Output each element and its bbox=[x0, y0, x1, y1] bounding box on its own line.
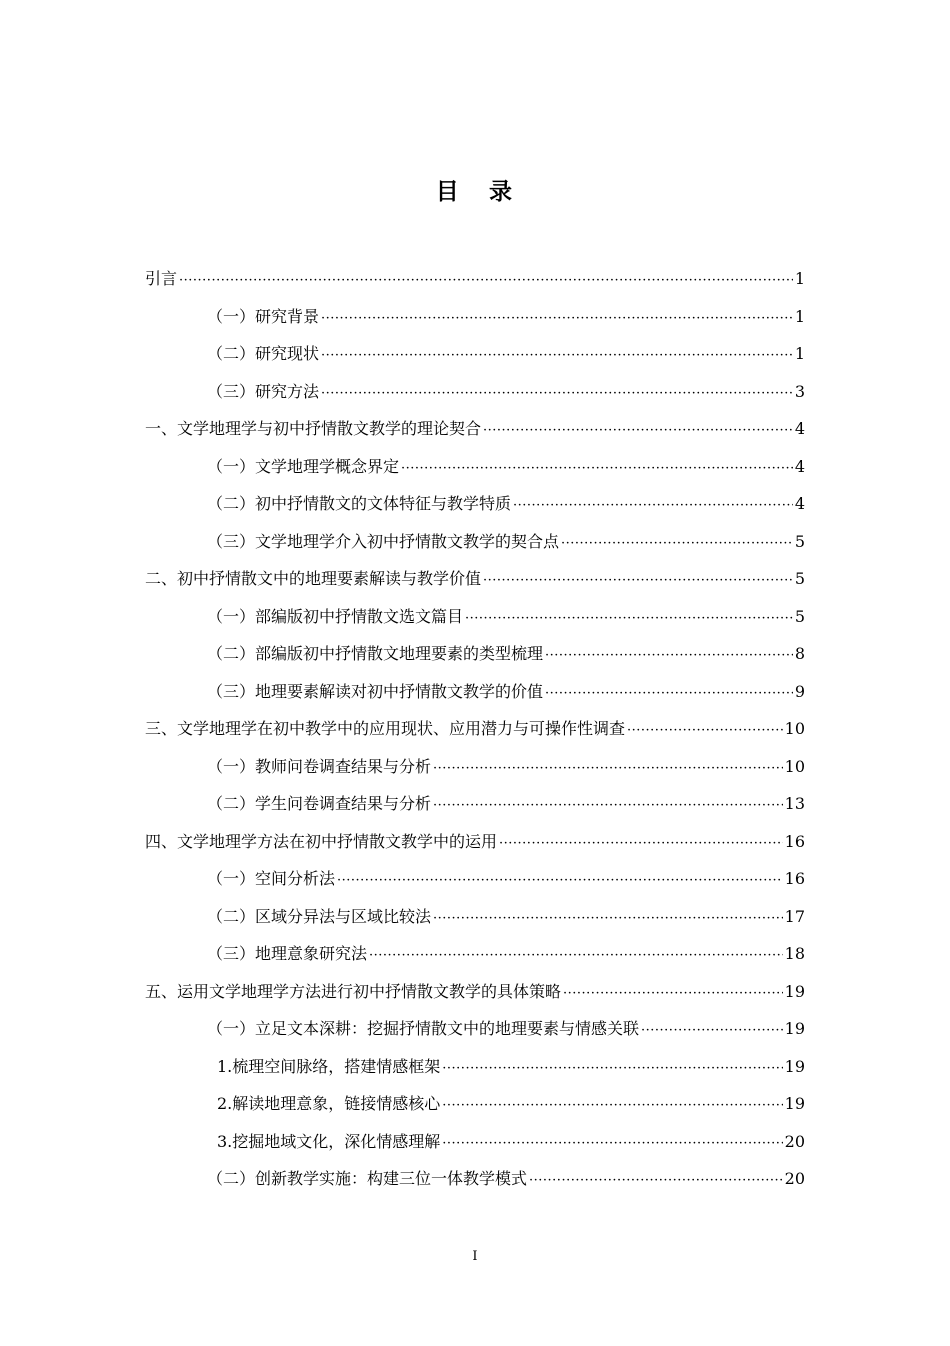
toc-entry-label: （二）创新教学实施：构建三位一体教学模式 bbox=[207, 1169, 528, 1188]
dot-leader bbox=[483, 566, 793, 596]
toc-entry-label: （一）空间分析法 bbox=[207, 869, 336, 888]
toc-entry-page: 5 bbox=[794, 569, 805, 588]
toc-entry[interactable] bbox=[145, 1089, 805, 1127]
toc-entry-page: 19 bbox=[784, 1019, 805, 1038]
toc-entry[interactable] bbox=[145, 1052, 805, 1090]
toc-entry-label: 3.挖掘地域文化，深化情感理解 bbox=[217, 1131, 441, 1151]
toc-entry-page: 16 bbox=[784, 869, 805, 888]
title-char-1: 目 bbox=[435, 179, 461, 205]
toc-entry-page: 19 bbox=[784, 981, 805, 1001]
toc-entry[interactable] bbox=[145, 264, 805, 302]
dot-leader bbox=[442, 1129, 782, 1159]
toc-entry[interactable] bbox=[145, 677, 805, 715]
toc-entry[interactable] bbox=[145, 602, 805, 640]
toc-entry[interactable] bbox=[145, 1014, 805, 1052]
toc-entry-page: 1 bbox=[794, 269, 805, 288]
toc-entry-label: 1.梳理空间脉络，搭建情感框架 bbox=[217, 1056, 441, 1076]
toc-entry[interactable] bbox=[145, 714, 805, 752]
toc-entry[interactable] bbox=[145, 902, 805, 940]
toc-entry-label: （二）学生问卷调查结果与分析 bbox=[207, 794, 432, 813]
title-char-2: 录 bbox=[489, 179, 515, 205]
page-number: I bbox=[472, 1249, 478, 1264]
dot-leader bbox=[179, 266, 793, 296]
toc-entry[interactable] bbox=[145, 1127, 805, 1165]
dot-leader bbox=[433, 904, 783, 934]
dot-leader bbox=[513, 491, 793, 521]
toc-entry-page: 20 bbox=[784, 1169, 805, 1188]
toc-entry-label: 三、文学地理学在初中教学中的应用现状、应用潜力与可操作性调查 bbox=[145, 719, 626, 738]
toc-entry-label: （二）区域分异法与区域比较法 bbox=[207, 906, 432, 926]
dot-leader bbox=[545, 679, 793, 709]
toc-entry-label: 四、文学地理学方法在初中抒情散文教学中的运用 bbox=[145, 831, 498, 851]
dot-leader bbox=[337, 866, 783, 896]
toc-entry-label: 2.解读地理意象，链接情感核心 bbox=[217, 1094, 441, 1113]
toc-entry-page: 18 bbox=[784, 944, 805, 963]
toc-entry-page: 3 bbox=[794, 381, 805, 401]
dot-leader bbox=[321, 341, 793, 371]
dot-leader bbox=[401, 454, 793, 484]
toc-entry-label: （三）地理要素解读对初中抒情散文教学的价值 bbox=[207, 681, 544, 701]
toc-entry[interactable] bbox=[145, 564, 805, 602]
dot-leader bbox=[442, 1054, 782, 1084]
dot-leader bbox=[465, 604, 793, 634]
toc-entry-page: 8 bbox=[794, 644, 805, 663]
toc-entry-page: 17 bbox=[784, 906, 805, 926]
toc-entry-label: （一）文学地理学概念界定 bbox=[207, 456, 400, 476]
toc-entry[interactable] bbox=[145, 339, 805, 377]
dot-leader bbox=[433, 791, 783, 821]
dot-leader bbox=[563, 979, 783, 1009]
dot-leader bbox=[561, 529, 793, 559]
toc-entry-page: 19 bbox=[784, 1094, 805, 1113]
toc-entry-label: （三）地理意象研究法 bbox=[207, 944, 368, 963]
dot-leader bbox=[499, 829, 783, 859]
toc-entry-page: 5 bbox=[794, 531, 805, 551]
toc-entry[interactable] bbox=[145, 864, 805, 902]
toc-entry-page: 16 bbox=[784, 831, 805, 851]
toc-entry-label: （二）研究现状 bbox=[207, 344, 320, 363]
dot-leader bbox=[483, 416, 793, 446]
page-title bbox=[0, 173, 950, 206]
dot-leader bbox=[641, 1016, 783, 1046]
toc-entry-page: 9 bbox=[794, 681, 805, 701]
dot-leader bbox=[369, 941, 783, 971]
table-of-contents bbox=[145, 264, 805, 1202]
toc-entry[interactable] bbox=[145, 1164, 805, 1202]
toc-entry-page: 5 bbox=[794, 606, 805, 626]
toc-entry-label: （三）研究方法 bbox=[207, 381, 320, 401]
toc-entry-label: 一、文学地理学与初中抒情散文教学的理论契合 bbox=[145, 419, 482, 438]
toc-entry[interactable] bbox=[145, 414, 805, 452]
toc-entry-label: （一）教师问卷调查结果与分析 bbox=[207, 756, 432, 776]
toc-entry[interactable] bbox=[145, 977, 805, 1015]
toc-entry-label: （三）文学地理学介入初中抒情散文教学的契合点 bbox=[207, 531, 560, 551]
toc-entry-page: 10 bbox=[784, 756, 805, 776]
toc-entry-page: 1 bbox=[794, 306, 805, 326]
dot-leader bbox=[529, 1166, 783, 1196]
toc-entry-label: （二）部编版初中抒情散文地理要素的类型梳理 bbox=[207, 644, 544, 663]
toc-entry-label: （一）部编版初中抒情散文选文篇目 bbox=[207, 606, 464, 626]
toc-entry-page: 20 bbox=[784, 1131, 805, 1151]
toc-entry-label: （二）初中抒情散文的文体特征与教学特质 bbox=[207, 494, 512, 513]
toc-entry-page: 1 bbox=[794, 344, 805, 363]
toc-entry[interactable] bbox=[145, 939, 805, 977]
dot-leader bbox=[545, 641, 793, 671]
toc-entry-page: 4 bbox=[794, 419, 805, 438]
dot-leader bbox=[321, 304, 793, 334]
dot-leader bbox=[442, 1091, 782, 1121]
toc-entry-page: 19 bbox=[784, 1056, 805, 1076]
toc-entry[interactable] bbox=[145, 827, 805, 865]
toc-entry-label: （一）立足文本深耕：挖掘抒情散文中的地理要素与情感关联 bbox=[207, 1019, 640, 1038]
toc-entry[interactable] bbox=[145, 377, 805, 415]
toc-entry-page: 13 bbox=[784, 794, 805, 813]
dot-leader bbox=[627, 716, 783, 746]
toc-entry-label: 引言 bbox=[145, 269, 178, 288]
toc-entry[interactable] bbox=[145, 302, 805, 340]
toc-entry[interactable] bbox=[145, 527, 805, 565]
toc-entry-label: 二、初中抒情散文中的地理要素解读与教学价值 bbox=[145, 569, 482, 588]
toc-entry-page: 4 bbox=[794, 456, 805, 476]
toc-entry-page: 4 bbox=[794, 494, 805, 513]
toc-entry[interactable] bbox=[145, 639, 805, 677]
toc-entry-label: （一）研究背景 bbox=[207, 306, 320, 326]
toc-entry-page: 10 bbox=[784, 719, 805, 738]
toc-entry[interactable] bbox=[145, 489, 805, 527]
dot-leader bbox=[321, 379, 793, 409]
toc-entry[interactable] bbox=[145, 789, 805, 827]
toc-entry[interactable] bbox=[145, 452, 805, 490]
toc-entry[interactable] bbox=[145, 752, 805, 790]
toc-entry-label: 五、运用文学地理学方法进行初中抒情散文教学的具体策略 bbox=[145, 981, 562, 1001]
dot-leader bbox=[433, 754, 783, 784]
